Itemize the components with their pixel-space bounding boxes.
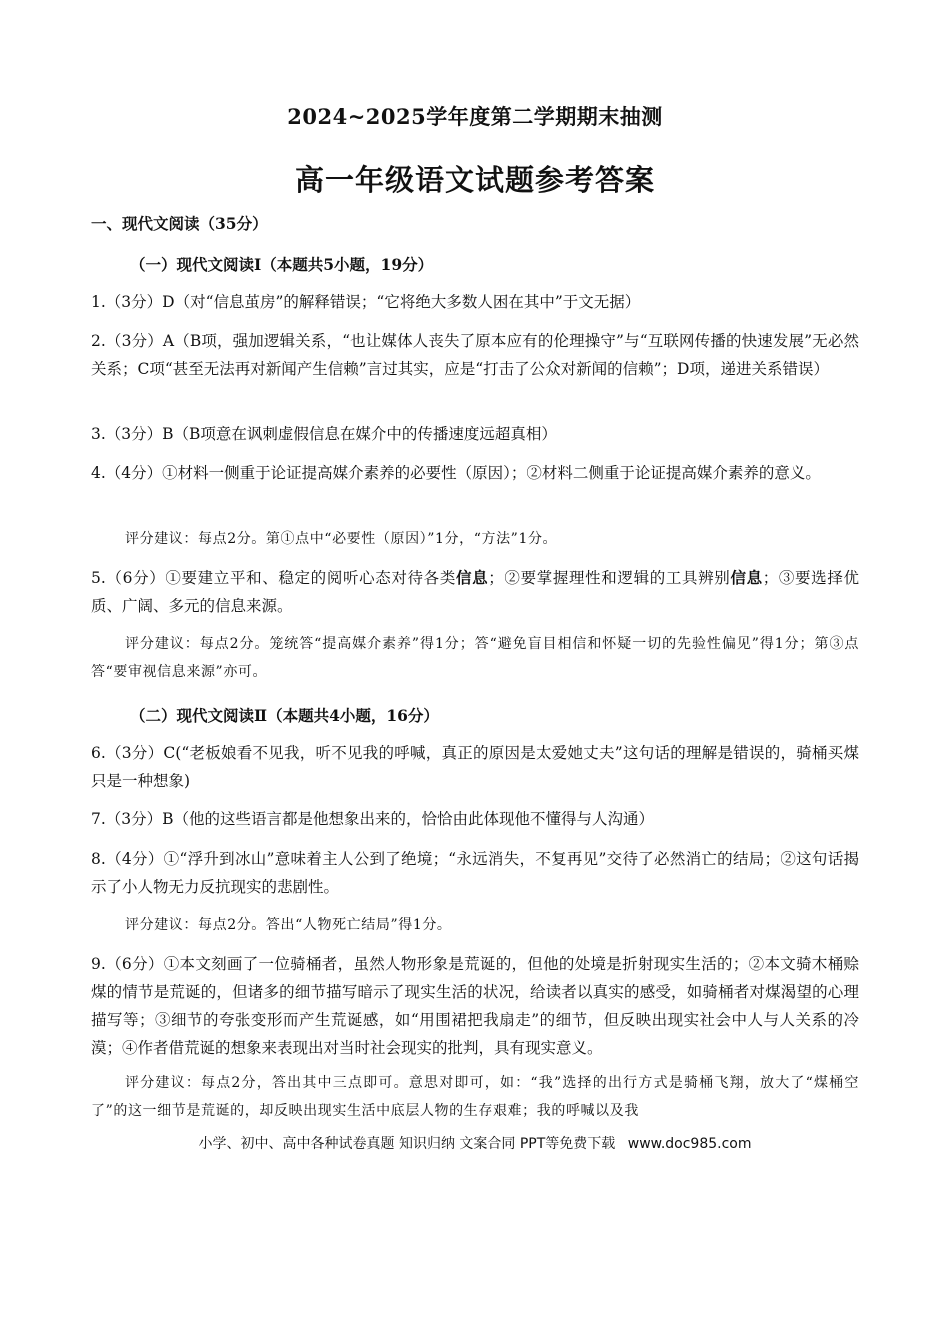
subsection-heading: （二）现代文阅读Ⅱ（本题共4小题，16分） (130, 706, 439, 725)
subsection-heading: （一）现代文阅读Ⅰ（本题共5小题，19分） (130, 255, 434, 274)
answer-q1: 1.（3分）D（对“信息茧房”的解释错误；“它将绝大多数人困在其中”于文无据） (91, 293, 641, 311)
answer-q4: 4.（4分）①材料一侧重于论证提高媒介素养的必要性（原因）；②材料二侧重于论证提高媒介素养的意义。 (91, 464, 821, 482)
answer-q5-bold: 信息 (455, 568, 489, 587)
scoring-note-q8: 评分建议：每点2分。答出“人物死亡结局”得1分。 (125, 917, 452, 933)
answer-q9: 9.（6分）①本文刻画了一位骑桶者，虽然人物形象是荒诞的，但他的处境是折射现实生活的；②本文骑木桶赊煤的情节是荒诞的，但诸多的细节描写暗示了现实生活的状况，给读者以真实的感受，如骑桶者对煤渴望的心理描写等；③细节的夸张变形而产生荒诞感，如“用围裙把我扇走”的细节，但反映出现实社会中人与人关系的冷漠；④作者借荒诞的想象来表现出对当时社会现实的批判，具有现实意义。 (91, 955, 859, 1057)
scoring-note-q5: 评分建议：每点2分。笼统答“提高媒介素养”得1分；答“避免盲目相信和怀疑一切的先验性偏见”得1分；第③点答“要审视信息来源”亦可。 (91, 636, 859, 680)
answer-q2: 2.（3分）A（B项，强加逻辑关系，“也让媒体人丧失了原本应有的伦理操守”与“互联网传播的快速发展”无必然关系；C项“甚至无法再对新闻产生信赖”言过其实，应是“打击了公众对新闻的信赖”；D项，递进关系错误） (91, 332, 859, 378)
answer-q7: 7.（3分）B（他的这些语言都是他想象出来的，恰恰由此体现他不懂得与人沟通） (91, 810, 655, 828)
footer-link[interactable]: www.doc985.com (627, 1136, 752, 1152)
footer (0, 1133, 950, 1153)
answer-q3: 3.（3分）B（B项意在讽刺虚假信息在媒介中的传播速度远超真相） (91, 425, 557, 443)
answer-q5 (91, 564, 859, 620)
answer-q6: 6.（3分）C(“老板娘看不见我，听不见我的呼喊，真正的原因是太爱她丈夫”这句话的理解是错误的，骑桶买煤只是一种想象) (91, 744, 859, 790)
page-title: 高一年级语文试题参考答案 (294, 163, 655, 197)
section-heading: 一、现代文阅读（35分） (91, 214, 268, 233)
scoring-note-q9: 评分建议：每点2分，答出其中三点即可。意思对即可，如：“我”选择的出行方式是骑桶飞翔，放大了“煤桶空了”的这一细节是荒诞的，却反映出现实生活中底层人物的生存艰难；我的呼喊以及我 (91, 1075, 859, 1119)
answer-q5-text: ；②要掌握理性和逻辑的工具辨别 (488, 569, 731, 587)
answer-q5-text: ；③要选择优质、广阔、多元的信息来源。 (91, 569, 859, 615)
footer-text: 小学、初中、高中各种试卷真题 知识归纳 文案合同 PPT等免费下载 (198, 1136, 616, 1152)
exam-term-title: 2024~2025学年度第二学期期末抽测 (287, 104, 663, 129)
answer-q5-text: 5.（6分）①要建立平和、稳定的阅听心态对待各类 (91, 569, 456, 587)
scoring-note-q4: 评分建议：每点2分。第①点中“必要性（原因）”1分，“方法”1分。 (125, 531, 558, 547)
answer-q8: 8.（4分）①“浮升到冰山”意味着主人公到了绝境；“永远消失，不复再见”交待了必然消亡的结局；②这句话揭示了小人物无力反抗现实的悲剧性。 (91, 850, 859, 896)
answer-q5-bold: 信息 (730, 568, 763, 587)
